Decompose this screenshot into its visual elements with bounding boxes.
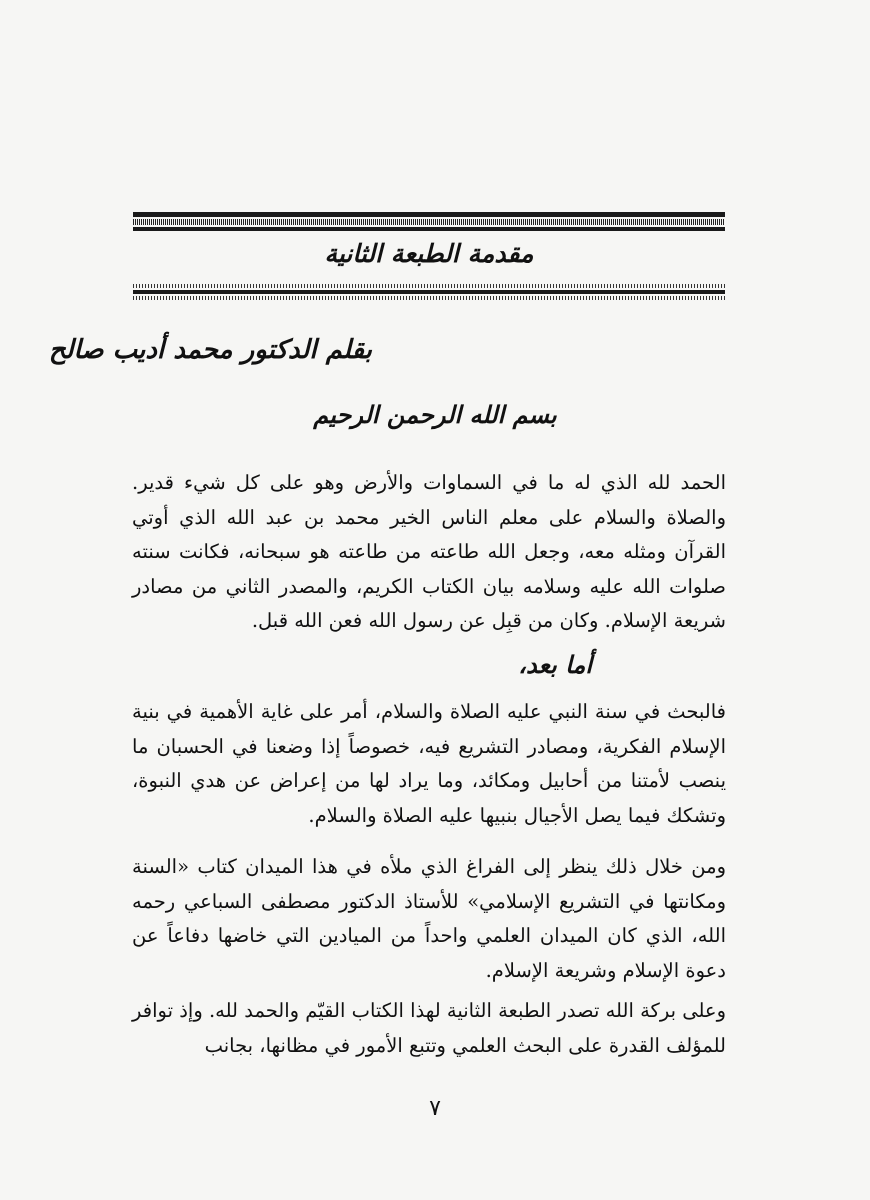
- amma-baad-heading: أما بعد،: [518, 650, 592, 679]
- section-title: مقدمة الطبعة الثانية: [324, 239, 534, 268]
- author-line: بقلم الدكتور محمد أديب صالح: [48, 335, 372, 365]
- basmala: بسم الله الرحمن الرحيم: [313, 400, 557, 429]
- paragraph-text: فالبحث في سنة النبي عليه الصلاة والسلام، أمر على غاية الأهمية في بنية الإسلام الفكرية، ومصادر التشريع فيه، خصوصاً إذا وضعنا في الحسبان ما ينصب لأمتنا من أحابيل ومكائد، وما يراد لها من إعراض عن هدي النبوة، وتشكك فيما يصل الأجيال بنبيها عليه الصلاة والسلام.: [132, 700, 726, 827]
- paragraph-text: وعلى بركة الله تصدر الطبعة الثانية لهذا الكتاب القيّم والحمد لله. وإذ توافر للمؤلف القدرة على البحث العلمي وتتبع الأمور في مظانها، بجانب: [132, 999, 726, 1057]
- top-ornamental-rule: [133, 212, 725, 231]
- bottom-ornamental-rule: [133, 282, 725, 300]
- paragraph-4: [132, 994, 726, 1063]
- paragraph-text: الحمد لله الذي له ما في السماوات والأرض وهو على كل شيء قدير. والصلاة والسلام على معلم الناس الخير محمد بن عبد الله الذي أوتي القرآن ومثله معه، وجعل الله طاعته من طاعته هو سبحانه، فكانت سنته صلوات الله عليه وسلامه بيان الكتاب الكريم، والمصدر الثاني من مصادر شريعة الإسلام. وكان من قبِل عن رسول الله فعن الله قبل.: [132, 471, 726, 633]
- paragraph-3: [132, 850, 726, 988]
- paragraph-text: ومن خلال ذلك ينظر إلى الفراغ الذي ملأه في هذا الميدان كتاب «السنة ومكانتها في التشريع الإسلامي» للأستاذ الدكتور مصطفى السباعي رحمه الله، الذي كان الميدان العلمي واحداً من الميادين التي خاضها دفاعاً عن دعوة الإسلام وشريعة الإسلام.: [132, 855, 726, 982]
- paragraph-2: [132, 695, 726, 833]
- page-number: ٧: [429, 1096, 441, 1121]
- paragraph-1: [132, 466, 726, 639]
